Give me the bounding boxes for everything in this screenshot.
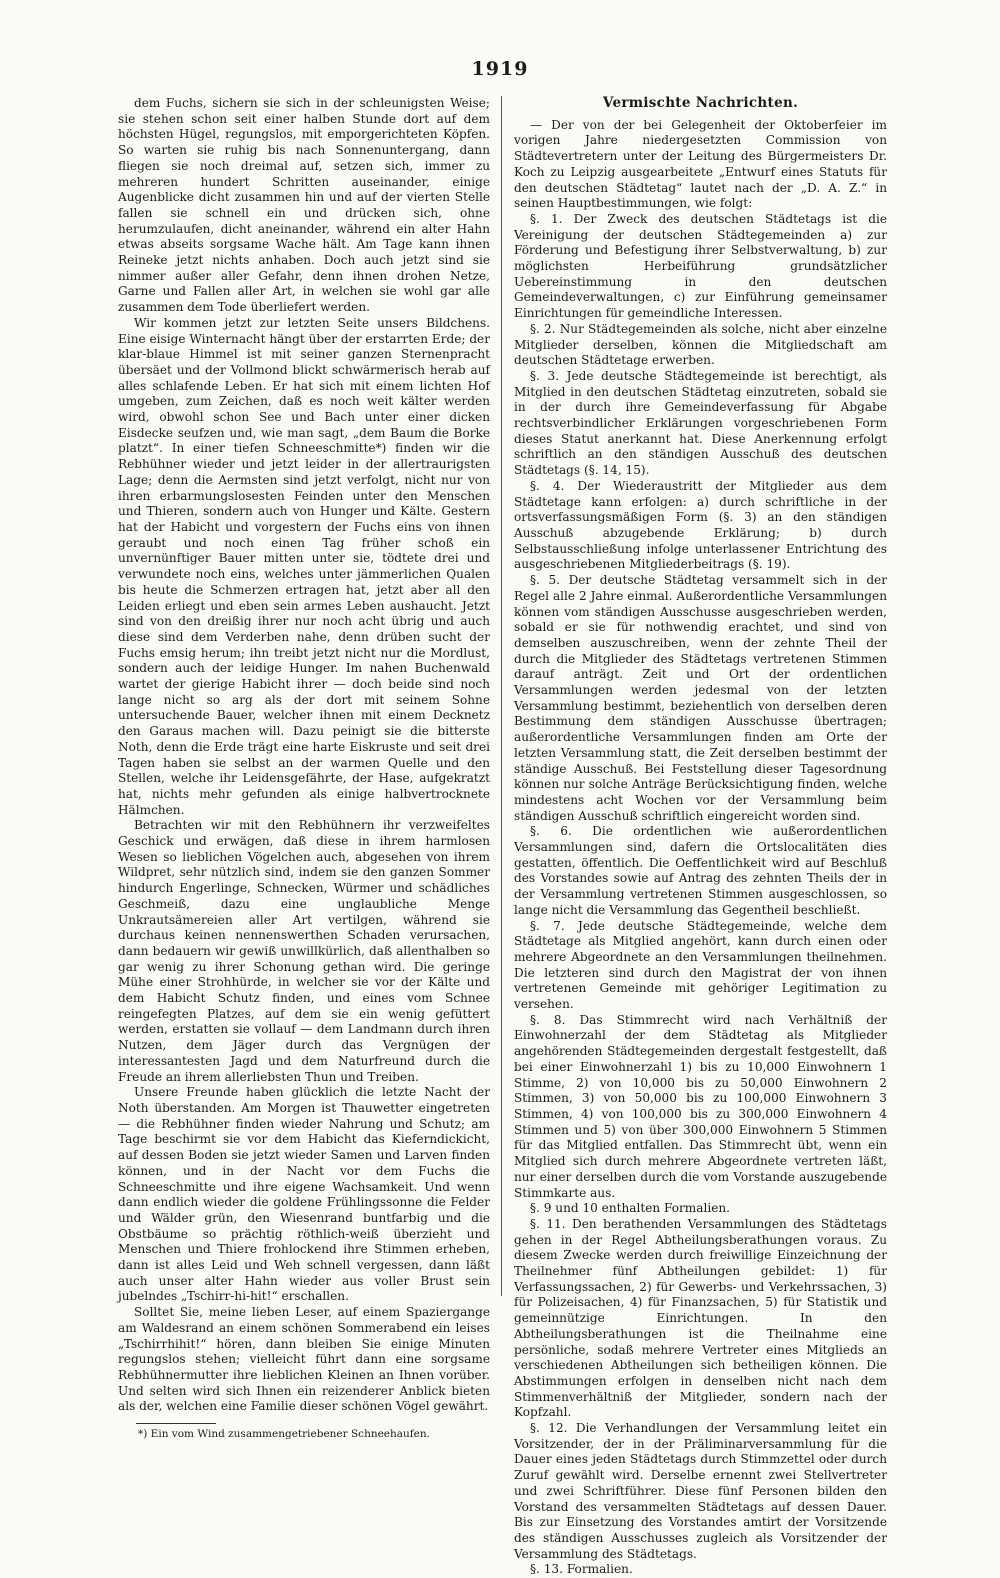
statute-section: §. 4. Der Wiederaustritt der Mitglieder aus dem Städtetage kann erfolgen: a) durch schriftliche in der ortsverfassungsmäßigen Form (§. 3) an den ständigen Ausschuß abzugebende Erklärung; b) durch Selbstausschließung infolge unterlassener Entrichtung des ausgeschriebenen Mitgliederbeitrags (§. 19). [514, 478, 887, 572]
paragraph: Betrachten wir mit den Rebhühnern ihr verzweifeltes Geschick und erwägen, daß diese in ihrem harmlosen Wesen so lieblichen Vögelchen auch, abgesehen von ihrem Wildpret, sehr nützlich sind, indem sie den ganzen Sommer hindurch Engerlinge, Schnecken, Würmer und schädliches Geschmeiß, dazu eine unglaubliche Menge Unkrautsämereien aller Art vertilgen, während sie durchaus keinen nennenswerthen Schaden verursachen, dann bedauern wir gewiß unwillkürlich, daß allenthalben so gar wenig zu ihrer Schonung gethan wird. Die geringe Mühe einer Strohhürde, in welcher sie vor der Kälte und dem Habicht Schutz finden, und eines vom Schnee reingefegten Platzes, auf dem sie ein wenig gefüttert werden, erstatten sie vollauf — dem Landmann durch ihren Nutzen, dem Jäger durch das Vergnügen der interessantesten Jagd und dem Naturfreund durch die Freude an ihrem allerliebsten Thun und Treiben. [118, 818, 490, 1084]
paragraph: dem Fuchs, sichern sie sich in der schleunigsten Weise; sie stehen schon seit einer halben Stunde dort auf dem höchsten Hügel, regungslos, mit emporgerichteten Köpfen. So warten sie ruhig bis nach Sonnenuntergang, dann fliegen sie noch dreimal auf, setzen sich, immer zu mehreren hundert Schritten auseinander, einige Augenblicke dicht zusammen hin und auf der vierten Stelle fallen sie schnell ein und drücken sich, ohne herumzulaufen, dicht aneinander, während ein alter Hahn etwas abseits sorgsame Wache hält. Am Tage kann ihnen Reineke jetzt nichts anhaben. Doch auch jetzt sind sie nimmer außer aller Gefahr, denn ihnen drohen Netze, Garne und Fallen aller Art, in welchen sie wohl gar alle zusammen dem Tode überliefert werden. [118, 96, 490, 315]
statute-section: §. 11. Den berathenden Versammlungen des Städtetags gehen in der Regel Abtheilungsberathungen voraus. Zu diesem Zwecke werden durch freiwillige Einzeichnung der Theilnehmer fünf Abtheilungen gebildet: 1) für Verfassungssachen, 2) für Gewerbs- und Verkehrssachen, 3) für Polizeisachen, 4) für Finanzsachen, 5) für Statistik und gemeinnützige Einrichtungen. In den Abtheilungsberathungen ist die Theilnahme eine persönliche, sodaß mehrere Vertreter eines Mitglieds an verschiedenen Abtheilungen sich betheiligen können. Die Abstimmungen erfolgen in denselben nicht nach dem Stimmenverhältniß der Mitglieder, sondern nach der Kopfzahl. [514, 1216, 887, 1420]
statute-section: §. 7. Jede deutsche Städtegemeinde, welche dem Städtetage als Mitglied angehört, kann durch einen oder mehrere Abgeordnete an den Versammlungen theilnehmen. Die letzteren sind durch den Magistrat der von ihnen vertretenen Gemeinde mit gehöriger Legitimation zu versehen. [514, 918, 887, 1012]
paragraph: Wir kommen jetzt zur letzten Seite unsers Bildchens. Eine eisige Winternacht hängt über der erstarrten Erde; der klar-blaue Himmel ist mit seiner ganzen Sternenpracht übersäet und der Vollmond blickt schwärmerisch herab auf alles schlafende Leben. Er hat sich mit einem lichten Hof umgeben, zum Zeichen, daß es noch weit kälter werden wird, obwohl schon See und Bach unter einer dicken Eisdecke seufzen und, wie man sagt, „dem Baum die Borke platzt“. In einer tiefen Schneeschmitte*) finden wir die Rebhühner wieder und jetzt leider in der allertraurigsten Lage; denn die Aermsten sind jetzt verfolgt, nicht nur von ihren erbarmungslosesten Feinden unter den Menschen und Thieren, sondern auch von Hunger und Kälte. Gestern hat der Habicht und vorgestern der Fuchs eins von ihnen geraubt und noch einen Tag früher schoß ein unvernünftiger Bauer mitten unter sie, tödtete drei und verwundete noch eins, welches unter jämmerlichen Qualen bis heute die Schmerzen ertragen hat, jetzt aber all den Leiden erliegt und eben sein armes Leben aushaucht. Jetzt sind von den dreißig ihrer nur noch acht übrig und auch diese sind dem Verderben nahe, denn drüben sucht der Fuchs emsig herum; ihn treibt jetzt nicht nur die Mordlust, sondern auch der leidige Hunger. Im nahen Buchenwald wartet der gierige Habicht ihrer — doch beide sind noch lange nicht so arg als der dort mit seinem Sohne untersuchende Bauer, welcher ihnen mit einem Decknetz den Garaus machen will. Dazu peinigt sie die bitterste Noth, denn die Erde trägt eine harte Eiskruste und seit drei Tagen haben sie selbst an der warmen Quelle und den Stellen, welche ihr Leidensgefährte, der Hase, aufgekratzt hat, nichts mehr gefunden als einige halbvertrocknete Hälmchen. [118, 315, 490, 817]
statute-section: §. 8. Das Stimmrecht wird nach Verhältniß der Einwohnerzahl der dem Städtetag als Mitglieder angehörenden Städtegemeinden dergestalt festgestellt, daß bei einer Einwohnerzahl 1) bis zu 10,000 Einwohnern 1 Stimme, 2) von 10,000 bis zu 50,000 Einwohnern 2 Stimmen, 3) von 50,000 bis zu 100,000 Einwohnern 3 Stimmen, 4) von 100,000 bis zu 300,000 Einwohnern 4 Stimmen und 5) von über 300,000 Einwohnern 5 Stimmen für das Mitglied entfallen. Das Stimmrecht übt, wenn ein Mitglied sich durch mehrere Abgeordnete vertreten läßt, nur einer derselben durch die vom Vorstande auszugebende Stimmkarte aus. [514, 1012, 887, 1200]
statute-section: §. 9 und 10 enthalten Formalien. [530, 1201, 730, 1216]
statute-section: §. 1. Der Zweck des deutschen Städtetags ist die Vereinigung der deutschen Städtegemeinden a) zur Förderung und Befestigung ihrer Selbstverwaltung, b) zur möglichsten Herbeiführung grundsätzlicher Uebereinstimmung in den deutschen Gemeindeverwaltungen, c) zur Einführung gemeinsamer Einrichtungen für gemeindliche Interessen. [514, 211, 887, 321]
left-column [118, 96, 490, 1441]
statute-section: §. 13. Formalien. [530, 1562, 633, 1577]
statute-section: §. 12. Die Verhandlungen der Versammlung leitet ein Vorsitzender, der in der Präliminarversammlung für die Dauer eines jeden Städtetags durch Stimmzettel oder durch Zuruf gewählt wird. Derselbe ernennt zwei Stellvertreter und zwei Schriftführer. Diese fünf Personen bilden den Vorstand des versammelten Städtetags auf dessen Dauer. Bis zur Einsetzung des Vorstandes amtirt der Vorsitzende des ständigen Ausschusses zugleich als Vorsitzender der Versammlung des Städtetags. [514, 1421, 887, 1561]
paragraph: Unsere Freunde haben glücklich die letzte Nacht der Noth überstanden. Am Morgen ist Thauwetter eingetreten — die Rebhühner finden wieder Nahrung und Schutz; am Tage beschirmt sie vor dem Habicht das Kieferndickicht, auf dessen Boden sie jetzt wieder Samen und Larven finden können, und in der Nacht vor dem Fuchs die Schneeschmitte und ihre eigene Wachsamkeit. Und wenn dann endlich wieder die goldene Frühlingssonne die Felder und Wälder grün, den Wiesenrand buntfarbig und die Obstbäume so prächtig röthlich-weiß überzieht und Menschen und Thiere frohlockend ihre Stimmen erheben, dann ist alles Leid und Weh schnell vergessen, dann läßt auch unser alter Hahn wieder aus voller Brust sein jubelndes „Tschirr-hi-hit!“ erschallen. [118, 1085, 490, 1304]
footnote-divider [136, 1423, 216, 1424]
statute-section: §. 5. Der deutsche Städtetag versammelt sich in der Regel alle 2 Jahre einmal. Außerordentliche Versammlungen können vom ständigen Ausschusse ausgeschrieben werden, sobald er sie für nothwendig erachtet, und sind von demselben auszuschreiben, wenn der zehnte Theil der durch die Mitglieder des Städtetags vertretenen Stimmen darauf anträgt. Zeit und Ort der ordentlichen Versammlungen werden jedesmal von der letzten Versammlung bestimmt, beziehentlich von derselben deren Bestimmung dem ständigen Ausschusse übertragen; außerordentliche Versammlungen finden am Orte der letzten Versammlung statt, die Zeit derselben bestimmt der ständige Ausschuß. Bei Feststellung dieser Tagesordnung können nur solche Anträge Berücksichtigung finden, welche mindestens acht Wochen vor der Versammlung beim ständigen Ausschuß schriftlich eingereicht worden sind. [514, 573, 887, 823]
column-divider [501, 96, 502, 1296]
statute-section: §. 6. Die ordentlichen wie außerordentlichen Versammlungen sind, dafern die Ortslocalitäten dies gestatten, öffentlich. Die Oeffentlichkeit wird auf Beschluß des Vorstandes sowie auf Antrag des zehnten Theils der in der Versammlung vertretenen Stimmen ausgeschlossen, so lange nicht die Versammlung das Gegentheil beschließt. [514, 824, 887, 917]
page-number: 1919 [471, 58, 529, 80]
section-heading: Vermischte Nachrichten. [602, 95, 799, 111]
footnote: *) Ein vom Wind zusammengetriebener Schneehaufen. [138, 1428, 431, 1441]
paragraph: Solltet Sie, meine lieben Leser, auf einem Spaziergange am Waldesrand an einem schönen Sommerabend ein leises „Tschirrhihit!“ hören, dann bleiben Sie einige Minuten regungslos stehen; vielleicht führt dann eine sorgsame Rebhühnermutter ihre lieblichen Kleinen an Ihnen vorüber. Und selten wird sich Ihnen ein reizenderer Anblick bieten als der, welchen eine Familie dieser schönen Vögel gewährt. [118, 1305, 490, 1414]
intro-paragraph: — Der von der bei Gelegenheit der Oktoberfeier im vorigen Jahre niedergesetzten Commission von Städtevertretern unter der Leitung des Bürgermeisters Dr. Koch zu Leipzig ausgearbeitete „Entwurf eines Statuts für den deutschen Städtetag“ lautet nach der „D. A. Z.“ in seinen Hauptbestimmungen, wie folgt: [514, 117, 887, 211]
statute-section: §. 3. Jede deutsche Städtegemeinde ist berechtigt, als Mitglied in den deutschen Städtetag einzutreten, sobald sie in der durch ihre Gemeindeverfassung für Abgabe rechtsverbindlicher Erklärungen vorgeschriebenen Form dieses Statut anerkannt hat. Diese Anerkennung erfolgt schriftlich an den ständigen Ausschuß des deutschen Städtetags (§. 14, 15). [514, 368, 887, 478]
statute-section: §. 2. Nur Städtegemeinden als solche, nicht aber einzelne Mitglieder derselben, können die Mitgliedschaft am deutschen Städtetage erwerben. [514, 321, 887, 368]
right-column [514, 96, 887, 1578]
